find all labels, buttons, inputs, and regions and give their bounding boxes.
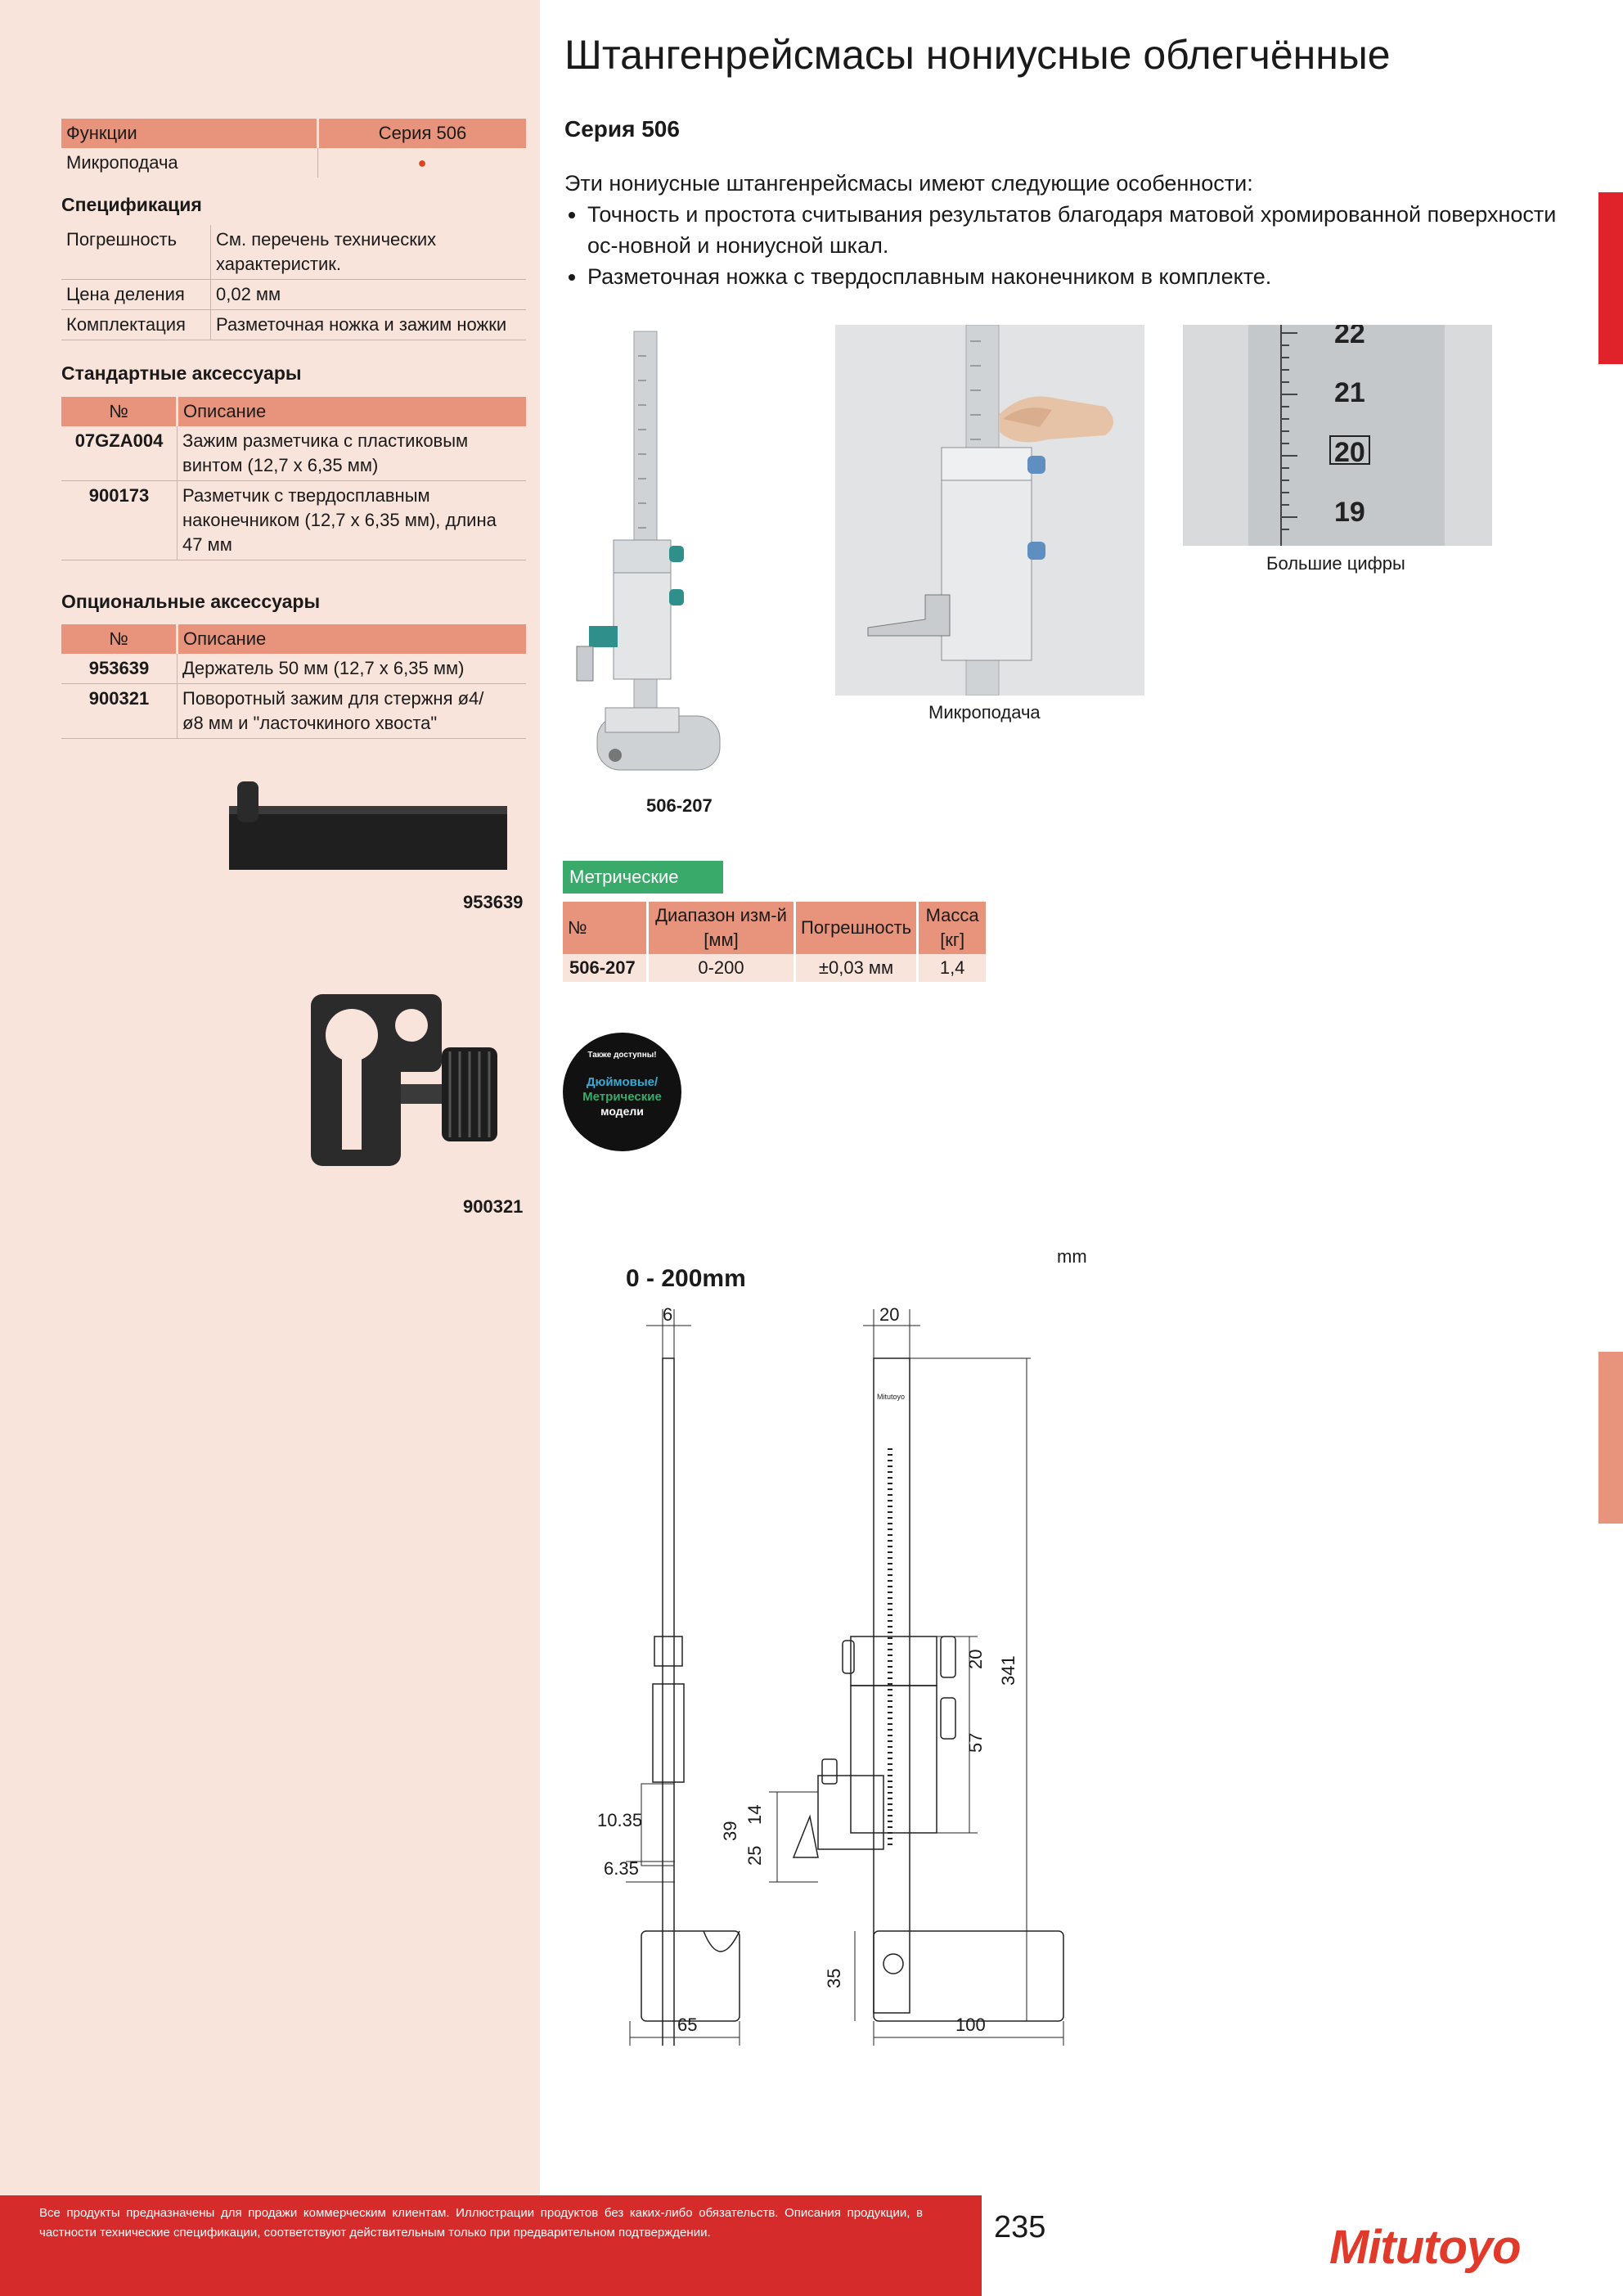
dim-14: 14 (744, 1804, 765, 1825)
big-digits-photo (1183, 325, 1492, 546)
dim-25: 25 (744, 1845, 765, 1866)
swivel-clamp-900321-image (303, 978, 507, 1182)
big-digits-caption: Большие цифры (1266, 553, 1405, 574)
badge-top-text: Также доступны! (587, 1051, 657, 1060)
footer-disclaimer: Все продукты предназначены для продажи коммерческим клиентам. Иллюстрации продуктов без каких-либо обязательств. Описания продукции, в частности технические спецификации, соответствуют действительным только при предварительном подтверждении. (39, 2206, 923, 2240)
badge-models-text: модели (600, 1105, 644, 1118)
mitutoyo-logo: Mitutoyo (1329, 2221, 1521, 2274)
metric-code: 506-207 (563, 954, 648, 982)
series-header: Серия 506 (318, 119, 527, 148)
metric-accuracy-header: Погрешность (795, 902, 918, 954)
scale-digit: 20 (1334, 437, 1365, 468)
std-acc-no-header: № (61, 397, 178, 426)
spec-division-label: Цена деления (61, 280, 211, 310)
metric-table (563, 902, 988, 982)
spec-kit-label: Комплектация (61, 310, 211, 340)
opt-acc-code: 900321 (61, 684, 178, 739)
dim-6: 6 (663, 1304, 673, 1325)
badge-metric-text: Метрические (582, 1090, 662, 1104)
dim-57: 57 (965, 1732, 986, 1753)
metric-mass-header: Масса [кг] (918, 902, 987, 954)
intro-text (564, 168, 1579, 292)
spec-division-value: 0,02 мм (211, 280, 527, 310)
page-footer (0, 2195, 1623, 2296)
inch-metric-badge (563, 1033, 681, 1151)
function-available-dot: ● (417, 155, 427, 171)
metric-range-header: Диапазон изм-й [мм] (648, 902, 795, 954)
metric-accuracy: ±0,03 мм (795, 954, 918, 982)
intro-bullet: • Точность и простота считывания результатов благодаря матовой хромированной поверхности ос-новной и нониусной шкал. (587, 199, 1579, 261)
spec-accuracy-value: См. перечень технических характеристик. (211, 225, 527, 280)
dim-20-side: 20 (965, 1649, 986, 1669)
spec-kit-value: Разметочная ножка и зажим ножки (211, 310, 527, 340)
page-title: Штангенрейсмасы нониусные облегчённые (564, 32, 1391, 78)
spec-table (61, 225, 526, 340)
intro-bullet: • Разметочная ножка с твердосплавным наконечником в комплекте. (587, 261, 1579, 292)
functions-table (61, 119, 526, 178)
dim-10-35: 10.35 (597, 1810, 643, 1830)
opt-acc-desc: Держатель 50 мм (12,7 x 6,35 мм) (178, 654, 527, 684)
dim-65: 65 (677, 2015, 698, 2035)
main-photo-caption: 506-207 (646, 795, 713, 816)
drawing-range-title: 0 - 200mm (626, 1265, 746, 1292)
std-acc-desc: Зажим разметчика с пластиковым винтом (12,7 x 6,35 мм) (178, 426, 527, 481)
ruler-brand-text: Mitutoyo (877, 1393, 906, 1401)
std-acc-desc-header: Описание (178, 397, 527, 426)
page-number: 235 (994, 2210, 1046, 2244)
opt-acc-desc-header: Описание (178, 624, 527, 654)
standard-accessories-table (61, 397, 526, 560)
holder-953639-image (221, 777, 515, 884)
chapter-tab-salmon (1598, 1352, 1623, 1524)
acc2-caption: 900321 (463, 1196, 524, 1217)
dim-39: 39 (720, 1821, 740, 1841)
technical-drawing (573, 1293, 1096, 2046)
opt-acc-desc: Поворотный зажим для стержня ø4/ ø8 мм и "ласточкиного хвоста" (178, 684, 527, 739)
functions-header: Функции (61, 119, 318, 148)
std-acc-desc: Разметчик с твердосплавным наконечником (12,7 x 6,35 мм), длина 47 мм (178, 481, 527, 560)
footer-band (0, 2195, 982, 2296)
opt-acc-code: 953639 (61, 654, 178, 684)
optional-accessories-table (61, 624, 526, 739)
opt-acc-no-header: № (61, 624, 178, 654)
metric-tag: Метрические (563, 861, 723, 894)
intro-lead: Эти нониусные штангенрейсмасы имеют следующие особенности: (564, 171, 1253, 196)
metric-mass: 1,4 (918, 954, 987, 982)
std-acc-code: 900173 (61, 481, 178, 560)
drawing-unit: mm (1057, 1246, 1087, 1267)
dim-35: 35 (824, 1968, 844, 1988)
standard-accessories-heading: Стандартные аксессуары (61, 362, 302, 384)
dim-20-top: 20 (879, 1304, 900, 1325)
badge-inch-text: Дюймовые/ (586, 1075, 659, 1089)
acc1-caption: 953639 (463, 892, 524, 912)
chapter-tab-red (1598, 192, 1623, 364)
spec-heading: Спецификация (61, 194, 202, 215)
micro-caption: Микроподача (928, 702, 1041, 723)
series-label: Серия 506 (564, 116, 680, 142)
dim-100: 100 (955, 2015, 986, 2035)
optional-accessories-heading: Опциональные аксессуары (61, 591, 321, 612)
dim-6-35: 6.35 (604, 1858, 639, 1879)
scale-digit: 22 (1334, 325, 1365, 349)
scale-digit: 19 (1334, 497, 1365, 528)
function-microfeed: Микроподача (61, 148, 318, 178)
spec-accuracy-label: Погрешность (61, 225, 211, 280)
scale-digit: 21 (1334, 377, 1365, 408)
height-gauge-photo (573, 323, 769, 790)
left-sidebar (0, 0, 540, 2195)
std-acc-code: 07GZA004 (61, 426, 178, 481)
metric-range: 0-200 (648, 954, 795, 982)
metric-no-header: № (563, 902, 648, 954)
dim-341: 341 (998, 1655, 1018, 1686)
microfeed-photo (835, 325, 1144, 696)
